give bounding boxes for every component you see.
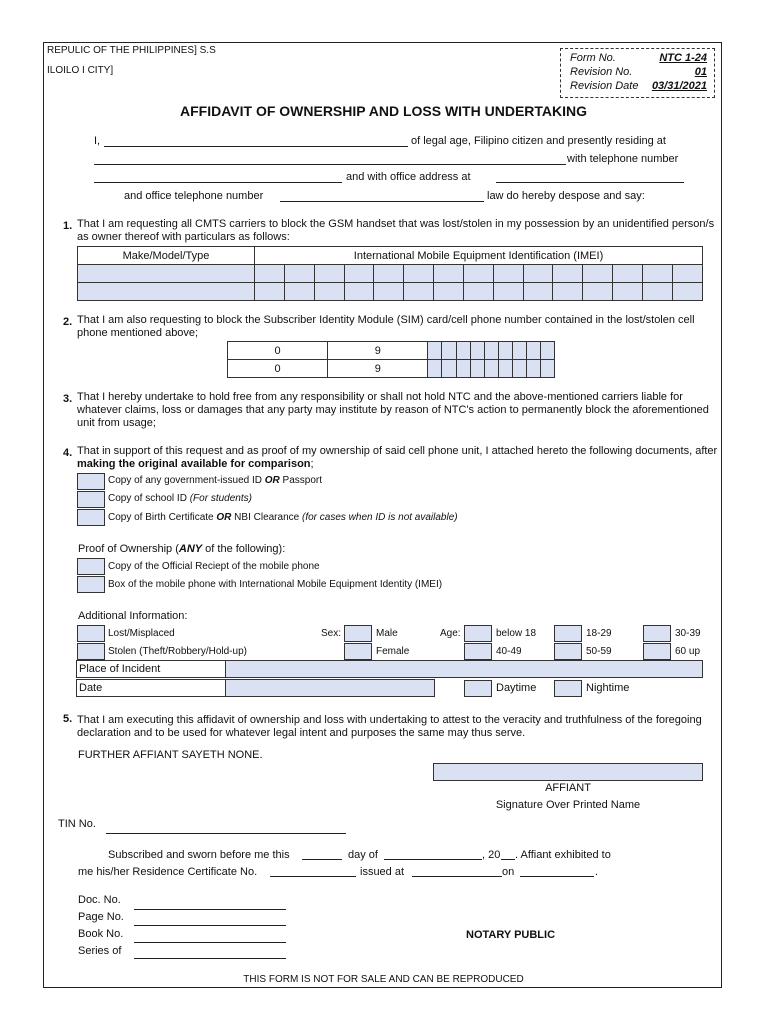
doc-no-label: Doc. No. xyxy=(78,894,121,906)
page-no-label: Page No. xyxy=(78,911,124,923)
sworn-line2-c: on xyxy=(502,866,515,878)
imei-row xyxy=(78,265,703,283)
notary-public-label: NOTARY PUBLIC xyxy=(466,929,556,941)
doc-no-field[interactable] xyxy=(134,909,286,910)
imei-digit-cell[interactable] xyxy=(642,283,672,301)
affiant-label: AFFIANT xyxy=(545,782,591,794)
male-label: Male xyxy=(376,628,398,639)
residence-field[interactable] xyxy=(94,164,566,165)
school-id-label: Copy of school ID (For students) xyxy=(108,493,252,504)
female-checkbox[interactable] xyxy=(344,643,372,660)
imei-digit-cell[interactable] xyxy=(583,283,613,301)
phone-box-label: Box of the mobile phone with International Mobile Equipment Identity (IMEI) xyxy=(108,579,443,590)
phone-box-checkbox[interactable] xyxy=(77,576,105,593)
imei-digit-cell[interactable] xyxy=(523,283,553,301)
age-30-39-checkbox[interactable] xyxy=(643,625,671,642)
item2-text: That I am also requesting to block the Subscriber Identity Module (SIM) card/cell phone number contained in the lost/stolen cell phone mentioned above; xyxy=(77,314,695,339)
imei-digit-cell[interactable] xyxy=(404,283,434,301)
sim-digit-cell[interactable] xyxy=(540,360,554,378)
sim-digit-cell[interactable] xyxy=(540,342,554,360)
imei-digit-cell[interactable] xyxy=(613,265,643,283)
revision-no-value: 01 xyxy=(694,66,707,78)
imei-digit-cell[interactable] xyxy=(404,265,434,283)
imei-table xyxy=(77,246,703,301)
office-address-field[interactable] xyxy=(496,182,684,183)
item3-number: 3. xyxy=(63,393,73,405)
item2-number: 2. xyxy=(63,316,73,328)
sim-row xyxy=(228,360,555,378)
name-field[interactable] xyxy=(104,146,408,147)
imei-digit-cell[interactable] xyxy=(672,283,702,301)
age-50-59-checkbox[interactable] xyxy=(554,643,582,660)
sim-prefix-9: 9 xyxy=(328,360,428,378)
sim-digit-cell[interactable] xyxy=(526,360,540,378)
nighttime-checkbox[interactable] xyxy=(554,680,582,697)
item1-number: 1. xyxy=(63,220,73,232)
item5-text: That I am executing this affidavit of ownership and loss with undertaking to attest to the veracity and truthfulness of the foregoing declaration and to be used for whatever legal intent and purposes the same may thus serve. xyxy=(77,714,702,739)
imei-digit-cell[interactable] xyxy=(553,265,583,283)
imei-header: International Mobile Equipment Identification (IMEI) xyxy=(255,247,703,265)
page-no-field[interactable] xyxy=(134,925,286,926)
city-heading: ILOILO I CITY] xyxy=(47,65,114,76)
series-field[interactable] xyxy=(134,958,286,959)
further-affiant-text: FURTHER AFFIANT SAYETH NONE. xyxy=(78,749,263,761)
republic-heading: REPULIC OF THE PHILIPPINES] S.S xyxy=(47,45,216,56)
sworn-line1-a: Subscribed and sworn before me this xyxy=(108,849,290,861)
sim-digit-cell[interactable] xyxy=(470,342,484,360)
sworn-day-field[interactable] xyxy=(302,859,342,860)
date-field[interactable] xyxy=(225,679,435,697)
lost-label: Lost/Misplaced xyxy=(108,628,175,639)
telephone-field[interactable] xyxy=(94,182,342,183)
issued-at-field[interactable] xyxy=(412,876,502,877)
revision-date-label: Revision Date xyxy=(570,80,639,92)
imei-digit-cell[interactable] xyxy=(374,265,404,283)
intro-i-label: I, xyxy=(94,135,101,147)
daytime-checkbox[interactable] xyxy=(464,680,492,697)
make-model-cell[interactable] xyxy=(78,283,255,301)
stolen-checkbox[interactable] xyxy=(77,643,105,660)
lost-checkbox[interactable] xyxy=(77,625,105,642)
sim-digit-cell[interactable] xyxy=(512,360,526,378)
sim-prefix-0: 0 xyxy=(228,342,328,360)
date-label: Date xyxy=(76,679,226,697)
imei-digit-cell[interactable] xyxy=(344,265,374,283)
imei-digit-cell[interactable] xyxy=(434,265,464,283)
age-50-59-label: 50-59 xyxy=(586,646,612,657)
sim-digit-cell[interactable] xyxy=(498,360,512,378)
age-60-up-checkbox[interactable] xyxy=(643,643,671,660)
school-id-checkbox[interactable] xyxy=(77,491,105,508)
sim-row xyxy=(228,342,555,360)
age-18-29-checkbox[interactable] xyxy=(554,625,582,642)
sworn-line1-b: day of xyxy=(348,849,378,861)
age-40-49-checkbox[interactable] xyxy=(464,643,492,660)
imei-digit-cell[interactable] xyxy=(672,265,702,283)
age-30-39-label: 30-39 xyxy=(675,628,701,639)
item4-text-a: That in support of this request and as proof of my ownership of said cell phone unit, I attached hereto the following documents, after xyxy=(77,445,718,457)
sim-prefix-0: 0 xyxy=(228,360,328,378)
stolen-label: Stolen (Theft/Robbery/Hold-up) xyxy=(108,646,247,657)
sworn-line1-c: , 20 xyxy=(482,849,501,861)
intro-line4-end: law do hereby despose and say: xyxy=(487,190,645,202)
intro-line1-text: of legal age, Filipino citizen and presently residing at xyxy=(411,135,666,147)
imei-digit-cell[interactable] xyxy=(314,265,344,283)
sim-digit-cell[interactable] xyxy=(498,342,512,360)
make-model-header: Make/Model/Type xyxy=(78,247,255,265)
imei-digit-cell[interactable] xyxy=(255,283,285,301)
imei-digit-cell[interactable] xyxy=(493,265,523,283)
sim-digit-cell[interactable] xyxy=(428,360,442,378)
gov-id-checkbox[interactable] xyxy=(77,473,105,490)
place-of-incident-field[interactable] xyxy=(225,660,703,678)
age-18-29-label: 18-29 xyxy=(586,628,612,639)
gov-id-label: Copy of any government-issued ID OR Passport xyxy=(108,475,322,486)
imei-digit-cell[interactable] xyxy=(255,265,285,283)
sim-prefix-9: 9 xyxy=(328,342,428,360)
sim-digit-cell[interactable] xyxy=(456,360,470,378)
item4-number: 4. xyxy=(63,447,73,459)
daytime-label: Daytime xyxy=(496,682,537,694)
age-label: Age: xyxy=(440,628,461,639)
proof-heading: Proof of Ownership (ANY of the following): xyxy=(78,543,286,555)
sim-digit-cell[interactable] xyxy=(484,360,498,378)
imei-digit-cell[interactable] xyxy=(374,283,404,301)
imei-digit-cell[interactable] xyxy=(583,265,613,283)
item4-text-bold: making the original available for comparison xyxy=(77,458,311,470)
item4-text-c: ; xyxy=(310,458,314,470)
intro-line4-text: and office telephone number xyxy=(124,190,264,202)
imei-digit-cell[interactable] xyxy=(613,283,643,301)
sworn-line1-d: . Affiant exhibited to xyxy=(515,849,611,861)
item5-number: 5. xyxy=(63,713,73,725)
sim-digit-cell[interactable] xyxy=(442,342,456,360)
nighttime-label: Nightime xyxy=(586,682,630,694)
footer-note: THIS FORM IS NOT FOR SALE AND CAN BE REPRODUCED xyxy=(243,974,524,985)
page-title: AFFIDAVIT OF OWNERSHIP AND LOSS WITH UNDERTAKING xyxy=(179,103,588,119)
residence-cert-field[interactable] xyxy=(270,876,356,877)
sim-digit-cell[interactable] xyxy=(526,342,540,360)
revision-no-label: Revision No. xyxy=(570,66,633,78)
official-receipt-checkbox[interactable] xyxy=(77,558,105,575)
sim-number-table xyxy=(227,341,555,378)
imei-digit-cell[interactable] xyxy=(523,265,553,283)
imei-digit-cell[interactable] xyxy=(344,283,374,301)
imei-digit-cell[interactable] xyxy=(463,265,493,283)
affiant-signature-field[interactable] xyxy=(433,763,703,781)
birth-cert-checkbox[interactable] xyxy=(77,509,105,526)
additional-info-heading: Additional Information: xyxy=(78,610,188,622)
sworn-line2-d: . xyxy=(595,866,599,878)
imei-digit-cell[interactable] xyxy=(553,283,583,301)
imei-digit-cell[interactable] xyxy=(493,283,523,301)
sim-digit-cell[interactable] xyxy=(428,342,442,360)
imei-digit-cell[interactable] xyxy=(642,265,672,283)
form-info-box xyxy=(560,48,715,98)
imei-row xyxy=(78,283,703,301)
imei-digit-cell[interactable] xyxy=(314,283,344,301)
imei-digit-cell[interactable] xyxy=(434,283,464,301)
male-checkbox[interactable] xyxy=(344,625,372,642)
form-no-value: NTC 1-24 xyxy=(659,52,707,64)
sim-digit-cell[interactable] xyxy=(442,360,456,378)
affidavit-page xyxy=(43,42,722,988)
birth-cert-label: Copy of Birth Certificate OR NBI Clearance (for cases when ID is not available) xyxy=(108,512,458,523)
sworn-line2-a: me his/her Residence Certificate No. xyxy=(78,866,258,878)
item4-text xyxy=(77,445,723,471)
sim-digit-cell[interactable] xyxy=(512,342,526,360)
revision-date-value: 03/31/2021 xyxy=(651,80,707,92)
book-no-label: Book No. xyxy=(78,928,124,940)
age-60-up-label: 60 up xyxy=(675,646,701,657)
sim-digit-cell[interactable] xyxy=(456,342,470,360)
official-receipt-label: Copy of the Official Reciept of the mobile phone xyxy=(108,561,320,572)
sim-digit-cell[interactable] xyxy=(470,360,484,378)
series-label: Series of xyxy=(78,945,122,957)
imei-digit-cell[interactable] xyxy=(284,283,314,301)
imei-digit-cell[interactable] xyxy=(463,283,493,301)
intro-line2-text: with telephone number xyxy=(567,153,679,165)
imei-digit-cell[interactable] xyxy=(284,265,314,283)
below18-checkbox[interactable] xyxy=(464,625,492,642)
sworn-year-field[interactable] xyxy=(501,859,515,860)
item1-text: That I am requesting all CMTS carriers to block the GSM handset that was lost/stolen in my possession by an unidentified person/s as owner thereof with particulars as follows: xyxy=(77,218,715,243)
affiant-sub-label: Signature Over Printed Name xyxy=(495,799,641,811)
tin-label: TIN No. xyxy=(58,818,96,830)
sex-label: Sex: xyxy=(321,628,342,639)
sim-digit-cell[interactable] xyxy=(484,342,498,360)
age-40-49-label: 40-49 xyxy=(496,646,522,657)
intro-line3-text: and with office address at xyxy=(346,171,471,183)
office-telephone-field[interactable] xyxy=(280,201,484,202)
issued-on-field[interactable] xyxy=(520,876,594,877)
form-no-label: Form No. xyxy=(570,52,616,64)
place-label: Place of Incident xyxy=(76,660,226,678)
make-model-cell[interactable] xyxy=(78,265,255,283)
tin-field[interactable] xyxy=(106,833,346,834)
sworn-month-field[interactable] xyxy=(384,859,482,860)
female-label: Female xyxy=(376,646,410,657)
item3-text: That I hereby undertake to hold free from any responsibility or shall not hold NTC and the above-mentioned carriers liable for whatever claims, loss or damages that any party may institute by reason of NTC's action to permanently block the aforementioned unit from usage; xyxy=(77,391,709,429)
sworn-line2-b: issued at xyxy=(360,866,405,878)
below18-label: below 18 xyxy=(496,628,537,639)
book-no-field[interactable] xyxy=(134,942,286,943)
